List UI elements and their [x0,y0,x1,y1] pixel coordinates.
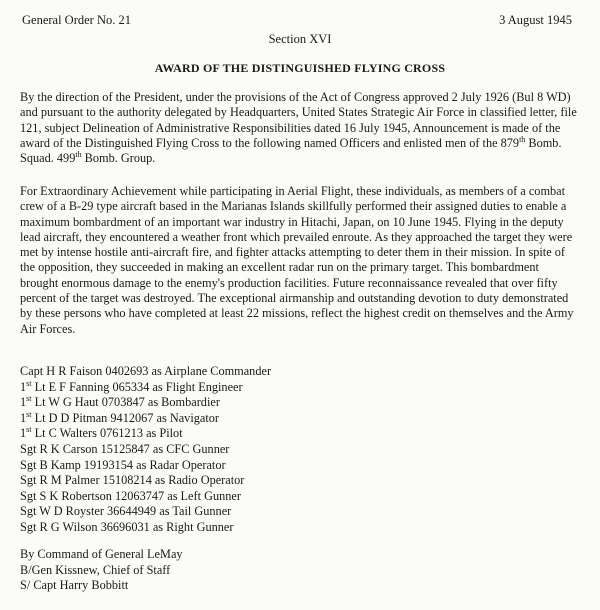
crew-member: Capt H R Faison 0402693 as Airplane Commander [20,364,272,378]
roster-row [20,364,580,380]
crew-member: Lt C Walters 0761213 as Pilot [31,426,183,441]
signature-block [20,547,183,594]
roster-row [20,504,580,520]
crew-member: Lt D D Pitman 9412067 as Navigator [31,410,220,425]
section-heading: Section XVI [268,32,332,46]
roster-row [20,458,580,474]
roster-row [20,395,580,411]
order-number: General Order No. 21 [22,13,131,27]
roster-row [20,489,580,505]
ordinal-suffix: st [26,425,32,435]
crew-roster [20,364,580,536]
ordinal-suffix: th [75,150,82,160]
crew-member: Sgt R G Wilson 36696031 as Right Gunner [20,519,234,534]
document-title: AWARD OF THE DISTINGUISHED FLYING CROSS [154,61,446,75]
rank-number: 1 [20,426,27,441]
signature-signer-line: S/ Capt Harry Bobbitt [20,578,129,593]
signature-chief-line: B/Gen Kissnew, Chief of Staff [20,562,171,577]
rank-number: 1 [20,395,27,410]
authority-text: By the direction of the President, under the provisions of the Act of Congress approved 2 July 1926 (Bul 8 WD) and pursuant to the authority delegated by Headquarters, United States Strategic Air Force in classified letter, file 121, subject Delineation of Administrative Responsibilities dated 16 July 1945, Announcement is made of the award of the Distinguished Flying Cross to the following named Officers and enlisted men of the 879 [20,90,577,150]
authority-text: Bomb. Squad. 499 [20,135,562,166]
crew-member: Sgt W D Royster 36644949 as Tail Gunner [20,504,232,519]
crew-member: Sgt S K Robertson 12063747 as Left Gunner [20,488,241,503]
crew-member: Sgt R K Carson 15125847 as CFC Gunner [20,441,230,456]
crew-member: Lt W G Haut 0703847 as Bombardier [31,395,220,410]
signature-command-line: By Command of General LeMay [20,547,183,561]
citation-paragraph: For Extraordinary Achievement while participating in Aerial Flight, these individuals, as members of a combat crew of a B-29 type aircraft based in the Marianas Islands skillfully performed their assigned duties to enable a maximum bombardment of an important war industry in Hitachi, Japan, on 10 June 1945. Flying in the deputy lead aircraft, they encountered a weather front which prevailed enroute. As they approached the target they were met by intense hostile anti-aircraft fire, and fighter attacks attempting to deter them in their mission. In spite of the opposition, they succeeded in making an excellent radar run on the primary target. This bombardment brought enormous damage to the enemy's production facilities. Future reconnaissance revealed that over fifty percent of the target was destroyed. The exceptional airmanship and outstanding devotion to duty demonstrated by these persons who have completed at least 22 missions, reflect the highest credit on themselves and the Army Air Forces. [20,184,574,336]
crew-member: Sgt R M Palmer 15108214 as Radio Operator [20,473,245,488]
roster-row [20,442,580,458]
crew-member: Sgt B Kamp 19193154 as Radar Operator [20,457,226,472]
authority-text: Bomb. Group. [81,151,156,166]
ordinal-suffix: th [519,134,526,144]
roster-row [20,411,580,427]
roster-row [20,426,580,442]
rank-number: 1 [20,379,27,394]
ordinal-suffix: st [26,409,32,419]
crew-member: Lt E F Fanning 065334 as Flight Engineer [31,379,243,394]
roster-row [20,473,580,489]
ordinal-suffix: st [26,378,32,388]
rank-number: 1 [20,410,27,425]
ordinal-suffix: st [26,394,32,404]
roster-row [20,380,580,396]
roster-row [20,520,580,536]
authority-paragraph [20,90,580,166]
order-date: 3 August 1945 [499,13,572,27]
